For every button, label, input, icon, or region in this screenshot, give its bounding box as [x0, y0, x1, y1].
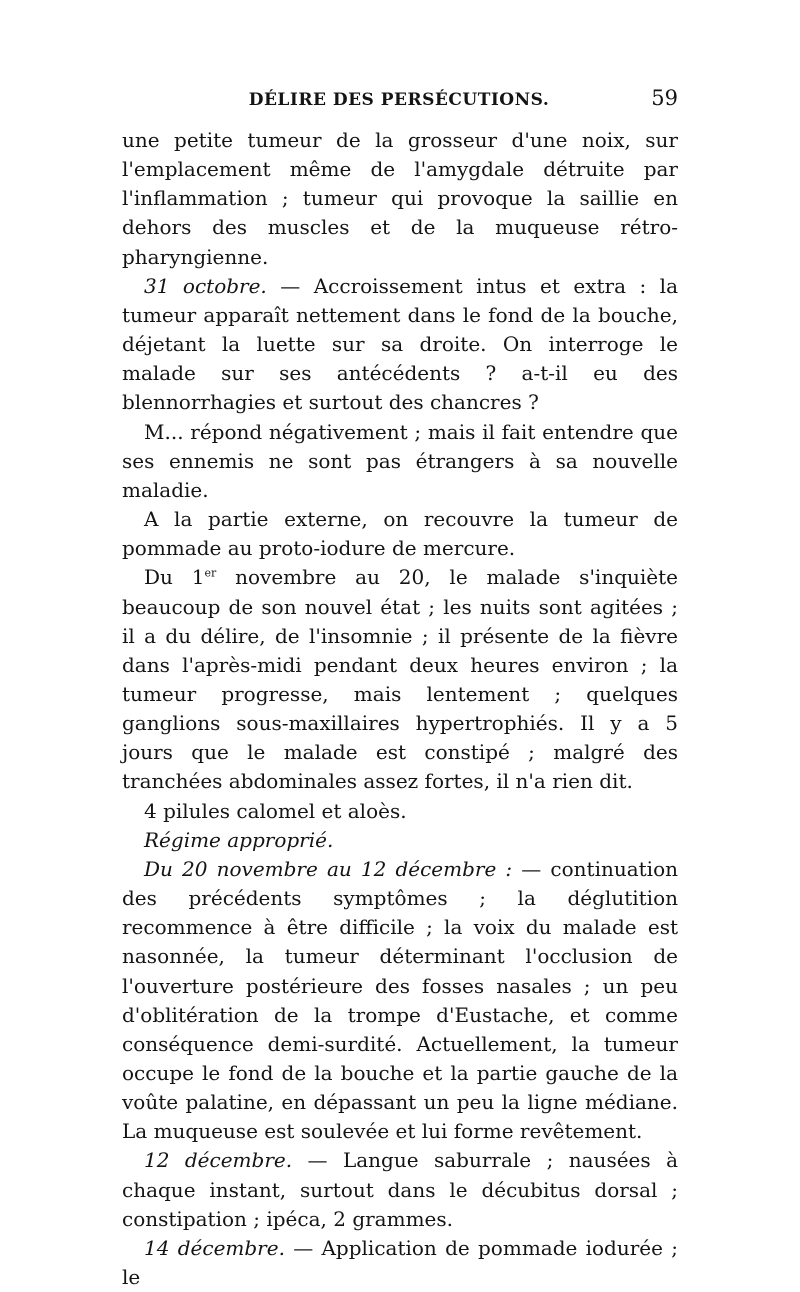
paragraph-31-octobre: [122, 272, 678, 418]
paragraph-20-novembre: [122, 855, 678, 1147]
date-20-novembre: Du 20 novembre au 12 décembre :: [144, 856, 513, 881]
regime-approprie: Régime approprié.: [144, 827, 334, 852]
paragraph-31-octobre-text: — Accroissement intus et extra : la tumeur apparaît nettement dans le fond de la bouche, déjetant la luette sur sa droite. On interroge le malade sur ses antécédents ? a-t-il eu des blennorrhagies et surtout des chancres ?: [122, 273, 678, 415]
paragraph-1er-novembre-text: novembre au 20, le malade s'inquiète beaucoup de son nouvel état ; les nuits sont agitées ; il a du délire, de l'insomnie ; il présente de la fièvre dans l'après-midi pendant deux heures environ ; la tumeur progresse, mais lentement ; quelques ganglions sous-maxillaires hypertrophiés. Il y a 5 jours que le malade est constipé ; malgré des tranchées abdominales assez fortes, il n'a rien dit.: [122, 565, 679, 794]
date-12-decembre: 12 décembre.: [144, 1148, 293, 1173]
paragraph-12-decembre-text: — Langue saburrale ; nausées à chaque instant, surtout dans le décubitus dorsal ; constipation ; ipéca, 2 grammes.: [122, 1148, 678, 1231]
paragraph-1er-novembre: [122, 563, 678, 796]
paragraph-12-decembre: [122, 1146, 678, 1233]
running-title: DÉLIRE DES PERSÉCUTIONS.: [248, 90, 550, 110]
date-14-decembre: 14 décembre.: [144, 1235, 285, 1260]
ordinal-er: er: [204, 566, 217, 580]
paragraph-tumeur-continued: une petite tumeur de la grosseur d'une noix, sur l'emplacement même de l'amygdale détruite par l'inflammation ; tumeur qui provoque la saillie en dehors des muscles et de la muqueuse rétro-pharyngienne.: [122, 128, 678, 269]
paragraph-20-novembre-text: — continuation des précédents symptômes ; la déglutition recommence à être difficile ; la voix du malade est nasonnée, la tumeur déterminant l'occlusion de l'ouverture postérieure des fosses nasales ; un peu d'oblitération de la trompe d'Eustache, et comme conséquence demi-surdité. Actuellement, la tumeur occupe le fond de la bouche et la partie gauche de la voûte palatine, en dépassant un peu la ligne médiane. La muqueuse est soulevée et lui forme revêtement.: [122, 856, 678, 1144]
body-text: [122, 126, 678, 1292]
paragraph-reponse: M... répond négativement ; mais il fait entendre que ses ennemis ne sont pas étrangers à sa nouvelle maladie.: [122, 419, 678, 502]
paragraph-regime: [122, 826, 678, 855]
paragraph-14-decembre: [122, 1234, 678, 1292]
page-number: 59: [651, 86, 678, 110]
date-31-octobre: 31 octobre.: [144, 273, 267, 298]
paragraph-pilules: 4 pilules calomel et aloès.: [144, 798, 407, 823]
paragraph-14-decembre-text: — Application de pommade iodurée ; le: [122, 1235, 678, 1290]
paragraph-partie-externe: A la partie externe, on recouvre la tumeur de pommade au proto-iodure de mercure.: [122, 507, 678, 561]
page-header: [118, 86, 680, 120]
date-du-1er: Du 1: [144, 565, 205, 590]
